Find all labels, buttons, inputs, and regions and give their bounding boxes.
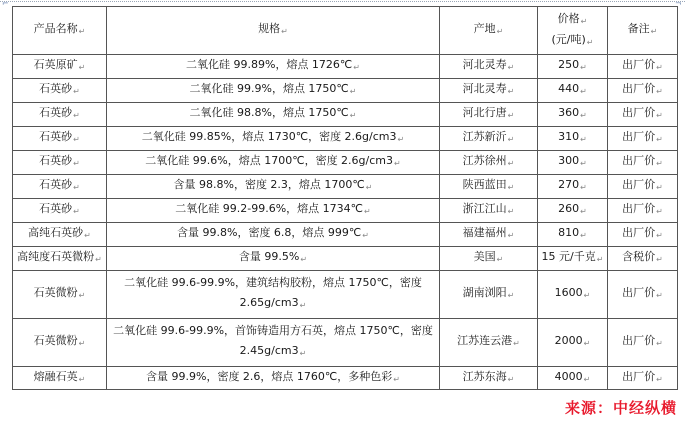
spec-cell: 含量 99.8%，密度 6.8，熔点 999℃↵ bbox=[107, 223, 440, 247]
price-cell: 15 元/千克↵ bbox=[538, 247, 608, 271]
note-cell: 出厂价↵ bbox=[608, 127, 678, 151]
price-table bbox=[12, 6, 678, 390]
origin-cell: 河北灵寿↵ bbox=[440, 55, 538, 79]
origin-cell: 福建福州↵ bbox=[440, 223, 538, 247]
note-cell: 出厂价↵ bbox=[608, 319, 678, 367]
origin-cell: 湖南浏阳↵ bbox=[440, 271, 538, 319]
product-name-cell: 石英砂↵ bbox=[13, 151, 107, 175]
note-cell: 出厂价↵ bbox=[608, 103, 678, 127]
product-name-cell: 石英微粉↵ bbox=[13, 271, 107, 319]
note-cell: 含税价↵ bbox=[608, 247, 678, 271]
table-row bbox=[13, 127, 678, 151]
header-cell: 产品名称↵ bbox=[13, 7, 107, 55]
table-row bbox=[13, 319, 678, 367]
origin-cell: 江苏新沂↵ bbox=[440, 127, 538, 151]
price-cell: 440↵ bbox=[538, 79, 608, 103]
note-cell: 出厂价↵ bbox=[608, 271, 678, 319]
table-row bbox=[13, 199, 678, 223]
header-cell: 备注↵ bbox=[608, 7, 678, 55]
origin-cell: 河北行唐↵ bbox=[440, 103, 538, 127]
spec-cell: 含量 99.9%，密度 2.6，熔点 1760℃，多种色彩↵ bbox=[107, 367, 440, 390]
price-cell: 4000↵ bbox=[538, 367, 608, 390]
spec-cell: 二氧化硅 99.6-99.9%，首饰铸造用方石英，熔点 1750℃，密度 2.45g/cm3↵ bbox=[107, 319, 440, 367]
note-cell: 出厂价↵ bbox=[608, 151, 678, 175]
header-cell: 规格↵ bbox=[107, 7, 440, 55]
origin-cell: 江苏连云港↵ bbox=[440, 319, 538, 367]
origin-cell: 浙江江山↵ bbox=[440, 199, 538, 223]
product-name-cell: 高纯石英砂↵ bbox=[13, 223, 107, 247]
table-row bbox=[13, 223, 678, 247]
product-name-cell: 石英砂↵ bbox=[13, 79, 107, 103]
origin-cell: 陕西蓝田↵ bbox=[440, 175, 538, 199]
table-row bbox=[13, 55, 678, 79]
price-cell: 810↵ bbox=[538, 223, 608, 247]
product-name-cell: 石英微粉↵ bbox=[13, 319, 107, 367]
product-name-cell: 石英原矿↵ bbox=[13, 55, 107, 79]
price-cell: 360↵ bbox=[538, 103, 608, 127]
spec-cell: 二氧化硅 99.6-99.9%，建筑结构胶粉，熔点 1750℃，密度 2.65g/cm3↵ bbox=[107, 271, 440, 319]
table-row bbox=[13, 367, 678, 390]
page-top-border bbox=[0, 1, 685, 2]
spec-cell: 含量 99.5%↵ bbox=[107, 247, 440, 271]
price-cell: 310↵ bbox=[538, 127, 608, 151]
product-name-cell: 石英砂↵ bbox=[13, 127, 107, 151]
spec-cell: 二氧化硅 99.89%，熔点 1726℃↵ bbox=[107, 55, 440, 79]
table-row bbox=[13, 247, 678, 271]
corner-mark-icon: ¬ bbox=[675, 0, 682, 8]
product-name-cell: 石英砂↵ bbox=[13, 175, 107, 199]
table-row bbox=[13, 175, 678, 199]
corner-mark-icon: ⌐ bbox=[2, 0, 9, 8]
note-cell: 出厂价↵ bbox=[608, 79, 678, 103]
price-cell: 1600↵ bbox=[538, 271, 608, 319]
spec-cell: 二氧化硅 99.6%，熔点 1700℃，密度 2.6g/cm3↵ bbox=[107, 151, 440, 175]
price-cell: 250↵ bbox=[538, 55, 608, 79]
spec-cell: 二氧化硅 99.2-99.6%，熔点 1734℃↵ bbox=[107, 199, 440, 223]
spec-cell: 二氧化硅 99.85%，熔点 1730℃，密度 2.6g/cm3↵ bbox=[107, 127, 440, 151]
table-row bbox=[13, 103, 678, 127]
price-cell: 2000↵ bbox=[538, 319, 608, 367]
price-cell: 270↵ bbox=[538, 175, 608, 199]
price-cell: 300↵ bbox=[538, 151, 608, 175]
note-cell: 出厂价↵ bbox=[608, 223, 678, 247]
origin-cell: 美国↵ bbox=[440, 247, 538, 271]
note-cell: 出厂价↵ bbox=[608, 367, 678, 390]
note-cell: 出厂价↵ bbox=[608, 55, 678, 79]
product-name-cell: 石英砂↵ bbox=[13, 199, 107, 223]
spec-cell: 二氧化硅 98.8%，熔点 1750℃↵ bbox=[107, 103, 440, 127]
table-row bbox=[13, 79, 678, 103]
header-cell: 产地↵ bbox=[440, 7, 538, 55]
spec-cell: 含量 98.8%，密度 2.3，熔点 1700℃↵ bbox=[107, 175, 440, 199]
product-name-cell: 石英砂↵ bbox=[13, 103, 107, 127]
price-cell: 260↵ bbox=[538, 199, 608, 223]
table-row bbox=[13, 271, 678, 319]
origin-cell: 江苏徐州↵ bbox=[440, 151, 538, 175]
source-watermark: 来源：中经纵横 bbox=[564, 399, 677, 417]
origin-cell: 江苏东海↵ bbox=[440, 367, 538, 390]
header-cell: 价格↵ (元/吨)↵ bbox=[538, 7, 608, 55]
product-name-cell: 熔融石英↵ bbox=[13, 367, 107, 390]
note-cell: 出厂价↵ bbox=[608, 175, 678, 199]
note-cell: 出厂价↵ bbox=[608, 199, 678, 223]
table-header-row bbox=[13, 7, 678, 55]
product-name-cell: 高纯度石英微粉↵ bbox=[13, 247, 107, 271]
spec-cell: 二氧化硅 99.9%，熔点 1750℃↵ bbox=[107, 79, 440, 103]
table-row bbox=[13, 151, 678, 175]
origin-cell: 河北灵寿↵ bbox=[440, 79, 538, 103]
